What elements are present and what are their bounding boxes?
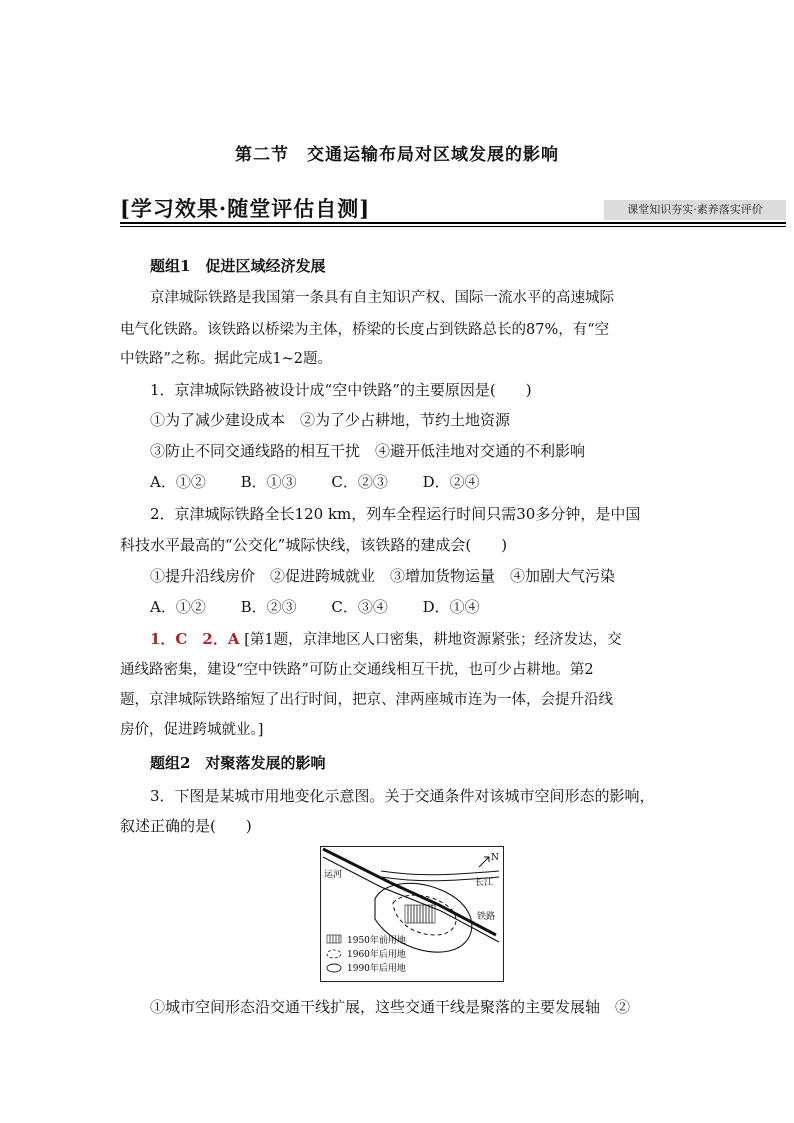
legend-1960: 1960年后用地: [347, 950, 406, 960]
group1-intro-3: 中铁路”之称。据此完成1~2题。: [120, 351, 333, 367]
landuse-1960: [393, 895, 456, 935]
legend-1990: 1990年后用地: [347, 964, 406, 974]
answer-line-2: 通线路密集，建设“空中铁路”可防止交通线相互干扰，也可少占耕地。第2: [120, 662, 594, 678]
q3-last-line: ①城市空间形态沿交通干线扩展，这些交通干线是聚落的主要发展轴 ②: [150, 998, 631, 1016]
answer-text-1: [第1题，京津地区人口密集，耕地资源紧张；经济发达，交: [244, 632, 622, 648]
answer-key: 1．C 2．A: [150, 630, 240, 648]
page-title: 第二节 交通运输布局对区域发展的影响: [235, 145, 559, 165]
city-landuse-map: [320, 846, 504, 982]
group1-heading: 题组1 促进区域经济发展: [150, 257, 326, 275]
group2-heading: 题组2 对聚落发展的影响: [150, 754, 326, 772]
legend-swatch-1960: [327, 950, 341, 958]
q2-choices: A．①② B．②③ C．③④ D．①④: [150, 598, 480, 616]
landuse-1950: [405, 905, 435, 923]
legend-swatch-1990: [327, 964, 341, 972]
q1-options-2: ③防止不同交通线路的相互干扰 ④避开低洼地对交通的不利影响: [150, 442, 586, 460]
section-heading: [学习效果·随堂评估自测]: [120, 196, 371, 221]
river-label: 长江: [475, 878, 494, 888]
answer-line-1: [150, 629, 622, 650]
north-arrow: [479, 857, 489, 867]
answer-line-3: 题，京津城际铁路缩短了出行时间，把京、津两座城市连为一体，会提升沿线: [120, 692, 613, 708]
q3-stem-2: 叙述正确的是( ): [120, 817, 252, 835]
q1-stem: 1．京津城际铁路被设计成“空中铁路”的主要原因是( ): [150, 381, 532, 399]
legend: [327, 934, 406, 974]
section-rule-thin: [120, 226, 786, 227]
group1-intro-2: 电气化铁路。该铁路以桥梁为主体，桥梁的长度占到铁路总长的87%，有“空: [120, 322, 610, 338]
group1-intro-1: 京津城际铁路是我国第一条具有自主知识产权、国际一流水平的高速城际: [150, 290, 614, 306]
north-label: N: [491, 853, 499, 863]
q2-stem-2: 科技水平最高的“公交化”城际快线，该铁路的建成会( ): [120, 536, 508, 554]
q2-options: ①提升沿线房价 ②促进跨城就业 ③增加货物运量 ④加剧大气污染: [150, 567, 616, 585]
legend-1950: 1950年前用地: [347, 936, 406, 946]
q1-options-1: ①为了减少建设成本 ②为了少占耕地，节约土地资源: [150, 411, 511, 429]
map-svg: [321, 847, 502, 980]
railway-label: 铁路: [477, 912, 496, 922]
canal-label: 运河: [324, 870, 343, 880]
section-tag: 课堂知识夯实·素养落实评价: [604, 200, 786, 220]
q3-stem-1: 3．下图是某城市用地变化示意图。关于交通条件对该城市空间形态的影响，: [150, 787, 655, 805]
railway-line: [323, 849, 496, 935]
q1-choices: A．①② B．①③ C．②③ D．②④: [150, 473, 480, 491]
answer-line-4: 房价，促进跨城就业。]: [120, 722, 264, 738]
river-line: [381, 871, 499, 875]
q2-stem-1: 2．京津城际铁路全长120 km，列车全程运行时间只需30多分钟，是中国: [150, 505, 641, 523]
section-rule: [120, 222, 786, 224]
